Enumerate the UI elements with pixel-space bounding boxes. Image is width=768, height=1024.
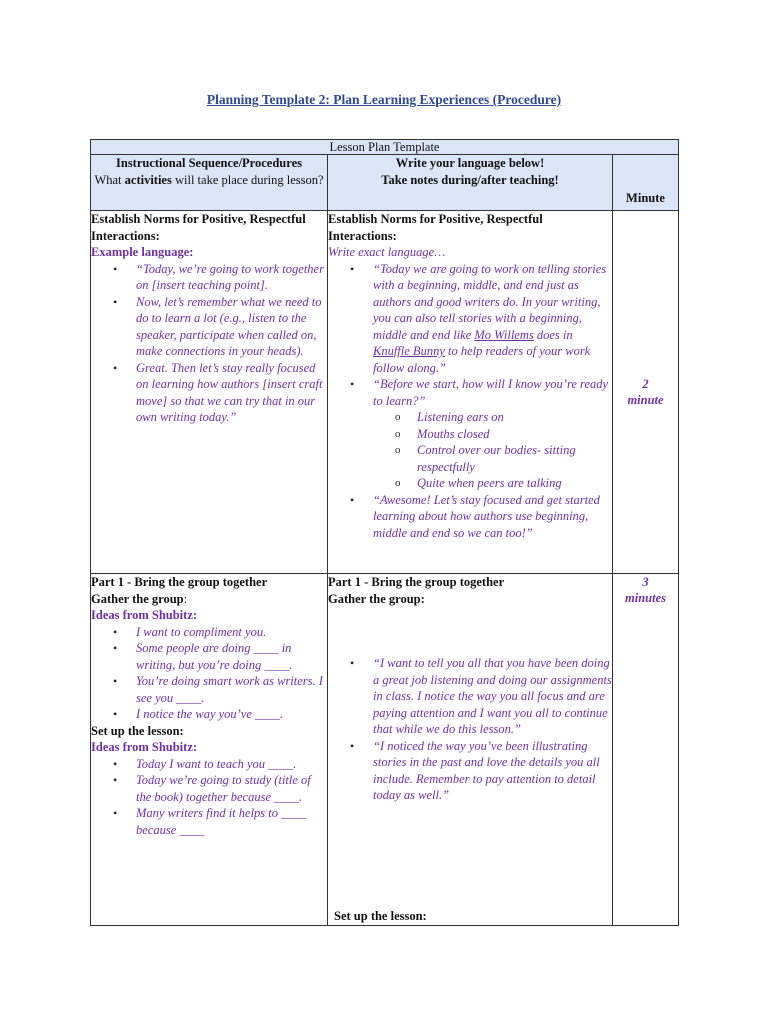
row2-right-bullets <box>328 655 612 804</box>
list-item: • “I noticed the way you’ve been illustrating stories in the past and love the details you all include. Remember to pay attention to detail today as well.” <box>373 738 612 804</box>
author-name: Mo Willems <box>474 327 534 342</box>
row2-ideas-label-1: Ideas from Shubitz: <box>91 608 198 622</box>
row1-write-prompt: Write exact language… <box>328 245 446 259</box>
row2-left-cell <box>91 574 328 926</box>
row2-minute-cell <box>613 574 679 926</box>
list-item: • Now, let’s remember what we need to do to learn a lot (e.g., listen to the speaker, participate when called on, make connections in your heads). <box>136 294 327 360</box>
row2-right-setup: Set up the lesson: <box>334 908 427 923</box>
row1-right-bullets <box>328 261 612 542</box>
list-item: • “I want to tell you all that you have been doing a great job listening and doing our assignments in class. I notice the way you all focus and are paying attention and I want you all to continue that while we do this lesson.” <box>373 655 612 738</box>
lesson-plan-table <box>90 139 679 926</box>
row1-left-cell <box>91 211 328 574</box>
row1-left-title: Establish Norms for Positive, Respectful Interactions: <box>91 212 306 243</box>
row1-right-cell <box>328 211 613 574</box>
header-col1-subtitle: What activities will take place during lesson? <box>94 172 324 187</box>
header-col2-line2: Take notes during/after teaching! <box>381 172 559 187</box>
header-instructional-sequence <box>91 155 328 211</box>
readiness-sublist <box>373 409 612 492</box>
row2-right-gather: Gather the group: <box>328 591 425 606</box>
header-write-language <box>328 155 613 211</box>
list-item: • Great. Then let’s stay really focused on learning how authors [insert craft move] so that we can try that in our own writing today.” <box>136 360 327 426</box>
row1-right-title: Establish Norms for Positive, Respectful Interactions: <box>328 212 543 243</box>
row2-setup-label: Set up the lesson: <box>91 723 184 738</box>
row2-left-bullets-2 <box>91 756 327 839</box>
row2-left-title: Part 1 - Bring the group together <box>91 575 268 589</box>
list-item: • Today we’re going to study (title of the book) together because ____. <box>136 772 327 805</box>
list-item: • I notice the way you’ve ____. <box>136 706 327 723</box>
row1-example-label: Example language: <box>91 245 194 259</box>
header-minute: Minute <box>613 155 679 211</box>
sub-list-item: o Control over our bodies- sitting respectfully <box>417 442 612 475</box>
row2-ideas-label-2: Ideas from Shubitz: <box>91 740 198 754</box>
list-item: • Some people are doing ____ in writing, but you’re doing ____. <box>136 640 327 673</box>
row2-left-bullets-1 <box>91 624 327 723</box>
row2-right-cell <box>328 574 613 926</box>
row1-minute-cell <box>613 211 679 574</box>
header-col2-line1: Write your language below! <box>395 156 545 170</box>
row1-minutes: 2 minute <box>627 377 664 407</box>
list-item: • “Today, we’re going to work together on [insert teaching point]. <box>136 261 327 294</box>
list-item: • I want to compliment you. <box>136 624 327 641</box>
row2-gather-line: Gather the group: <box>91 591 188 606</box>
list-item: • You’re doing smart work as writers. I see you ____. <box>136 673 327 706</box>
sub-list-item: o Quite when peers are talking <box>417 475 612 492</box>
row2-right-title: Part 1 - Bring the group together <box>328 575 505 589</box>
sub-list-item: o Listening ears on <box>417 409 612 426</box>
header-col1-title: Instructional Sequence/Procedures <box>116 156 302 170</box>
document-title: Planning Template 2: Plan Learning Experiences (Procedure) <box>206 92 562 107</box>
row2-minutes: 3 minutes <box>625 575 666 605</box>
book-title: Knuffle Bunny <box>373 344 445 358</box>
list-item: • Many writers find it helps to ____ because ____ <box>136 805 327 838</box>
sub-list-item: o Mouths closed <box>417 426 612 443</box>
list-item: • Today I want to teach you ____. <box>136 756 327 773</box>
list-item: • “Before we start, how will I know you’re ready to learn?” o Listening ears on o Mouths closed o Control over our bodies- sitting respectfully o Quite when peers are talking <box>373 376 612 492</box>
list-item: • “Today we are going to work on telling stories with a beginning, middle, and end just as authors and good writers do. In your writing, you can also tell stories with a beginning, middle and end like Mo Willems does in Knuffle Bunny to help readers of your work follow along.” <box>373 261 612 377</box>
list-item: • “Awesome! Let’s stay focused and get started learning about how authors use beginning, middle and end so we can too!” <box>373 492 612 542</box>
table-caption: Lesson Plan Template <box>91 140 679 155</box>
row1-left-bullets <box>91 261 327 426</box>
